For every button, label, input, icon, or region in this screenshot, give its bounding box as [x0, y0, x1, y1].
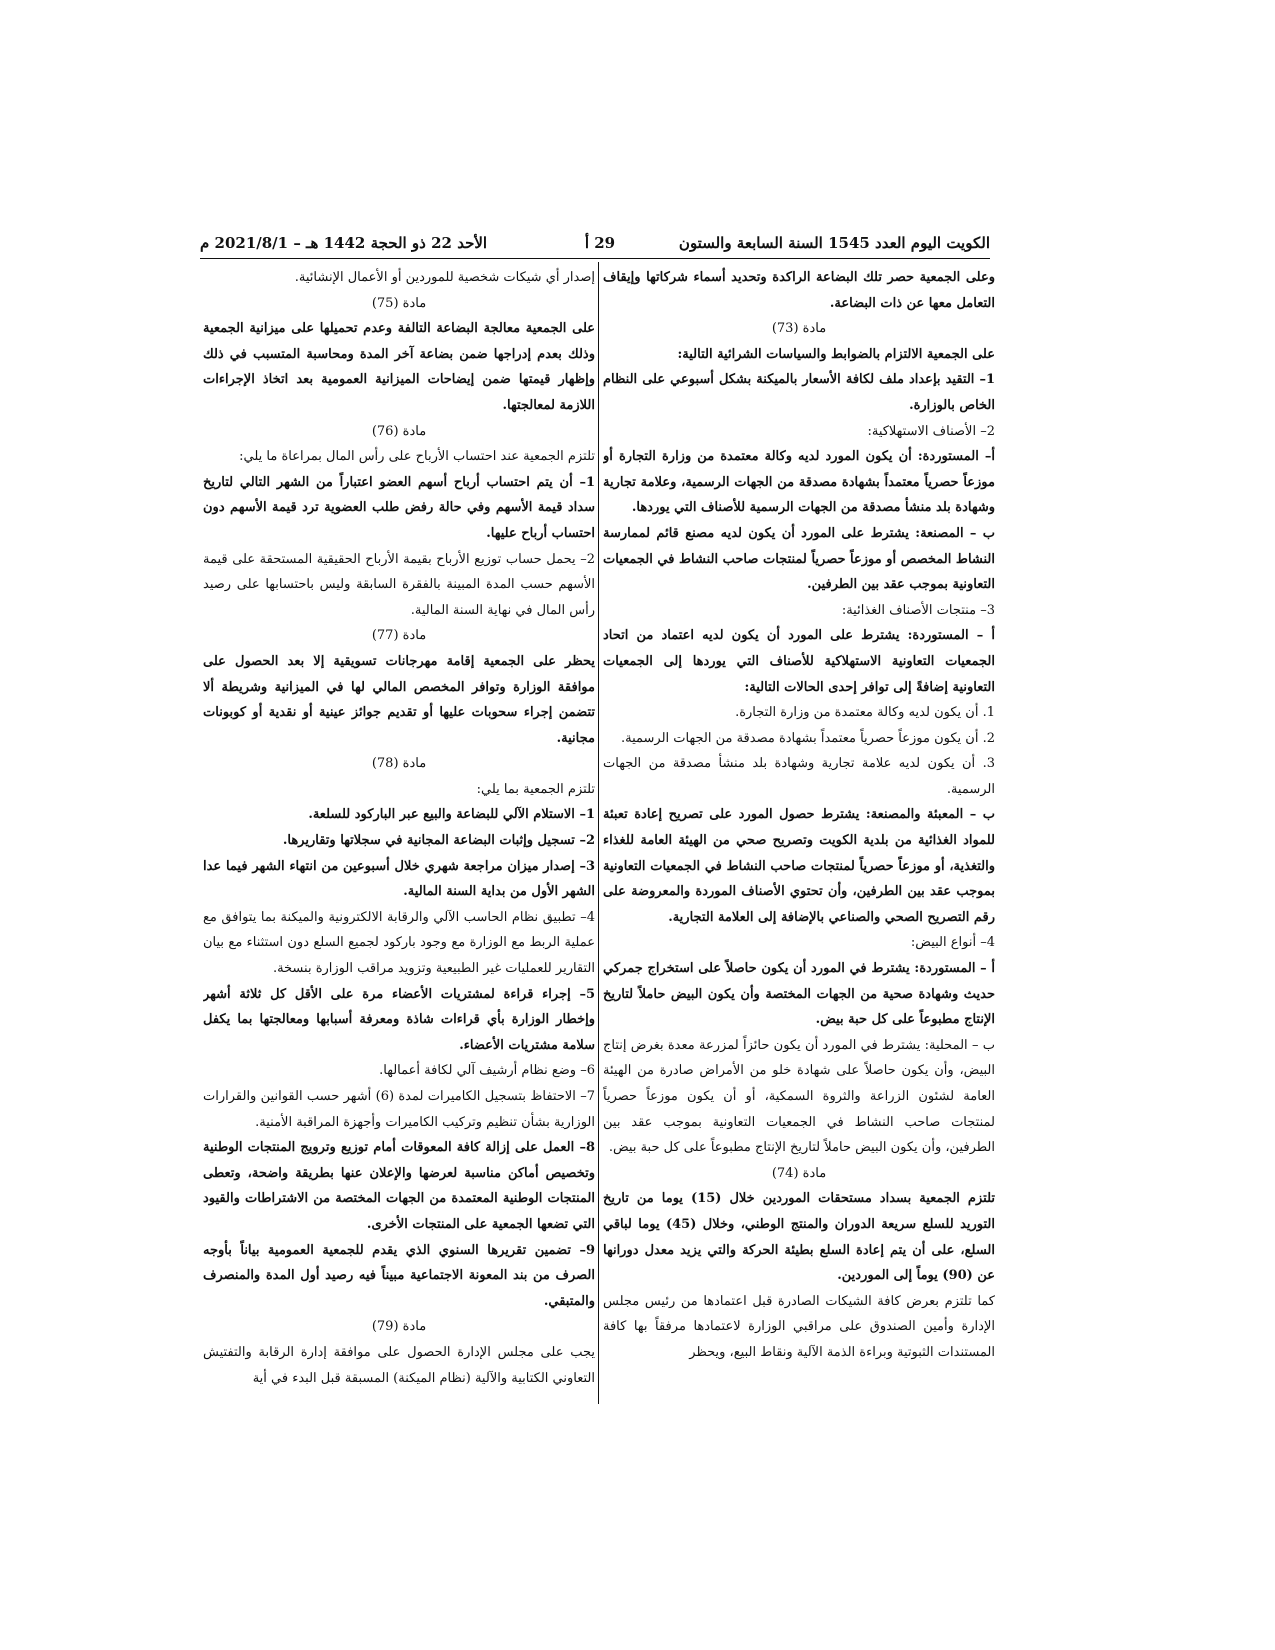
- left-column: [203, 265, 595, 1400]
- paragraph: 1– الاستلام الآلي للبضاعة والبيع عبر الباركود للسلعة.: [308, 807, 595, 823]
- paragraph: 1. أن يكون لديه وكالة معتمدة من وزارة التجارة.: [735, 705, 995, 721]
- paragraph: 8– العمل على إزالة كافة المعوقات أمام توزيع وترويج المنتجات الوطنية وتخصيص أماكن مناسبة لعرضها والإعلان عنها بطريقة واضحة، وتعطى المنتجات الوطنية المعتمدة من الجهات المختصة من الاشتراطات والقيود التي تضعها الجمعية على المنتجات الأخرى.: [203, 1140, 595, 1232]
- article-heading: مادة (74): [771, 1165, 827, 1181]
- paragraph: 3– إصدار ميزان مراجعة شهري خلال أسبوعين من انتهاء الشهر فيما عدا الشهر الأول من بداية السنة المالية.: [203, 858, 595, 900]
- header-rule: [200, 258, 990, 259]
- paragraph: 1– التقيد بإعداد ملف لكافة الأسعار بالميكنة بشكل أسبوعي على النظام الخاص بالوزارة.: [603, 372, 995, 413]
- paragraph: يحظر على الجمعية إقامة مهرجانات تسويقية إلا بعد الحصول على موافقة الوزارة وتوافر المخصص المالي لها في الميزانية وشريطة ألا تتضمن إجراء سحوبات عليها أو تقديم جوائز عينية أو نقدية أو كوبونات مجانية.: [203, 653, 595, 746]
- paragraph: ب – المصنعة: يشترط على المورد أن يكون لديه مصنع قائم لممارسة النشاط المخصص أو موزعاً حصرياً لمنتجات صاحب النشاط في الجمعيات التعاونية بموجب عقد بين الطرفين.: [603, 525, 995, 593]
- header-page-number: 29 أ: [584, 234, 616, 252]
- paragraph: 7– الاحتفاظ بتسجيل الكاميرات لمدة (6) أشهر حسب القوانين والقرارات الوزارية بشأن تنظيم وتركيب الكاميرات وأجهزة المراقبة الأمنية.: [203, 1089, 595, 1130]
- paragraph: أ – المستوردة: يشترط في المورد أن يكون حاصلاً على استخراج جمركي حديث وشهادة صحية من الجهات المختصة وأن يكون البيض حاملاً لتاريخ الإنتاج مطبوعاً على كل حبة بيض.: [603, 961, 995, 1028]
- paragraph: 4– أنواع البيض:: [910, 935, 995, 951]
- paragraph: تلتزم الجمعية بما يلي:: [476, 781, 595, 797]
- article-heading: مادة (77): [371, 628, 427, 644]
- paragraph: ب – المحلية: يشترط في المورد أن يكون حائزاً لمزرعة معدة بغرض إنتاج البيض، وأن يكون حاصلاً على شهادة خلو من الأمراض صادرة من الهيئة العامة لشئون الزراعة والثروة السمكية، أو أن يكون موزعاً حصرياً لمنتجات صاحب النشاط في الجمعيات التعاونية بموجب عقد بين الطرفين، وأن يكون البيض حاملاً لتاريخ الإنتاج مطبوعاً على كل حبة بيض.: [603, 1037, 995, 1156]
- paragraph: 3. أن يكون لديه علامة تجارية وشهادة بلد منشأ مصدقة من الجهات الرسمية.: [603, 756, 995, 797]
- paragraph: أ– المستوردة: أن يكون المورد لديه وكالة معتمدة من وزارة التجارة أو موزعاً حصرياً معتمداً بشهادة مصدقة من الجهات الرسمية، وعلامة تجارية وشهادة بلد منشأ مصدقة من الجهات الرسمية للأصناف التي يوردها.: [603, 449, 995, 516]
- article-heading: مادة (73): [771, 321, 827, 337]
- article-heading: مادة (79): [371, 1319, 427, 1335]
- article-heading: مادة (76): [371, 423, 427, 439]
- paragraph: 2– تسجيل وإثبات البضاعة المجانية في سجلاتها وتقاريرها.: [282, 833, 595, 849]
- paragraph: 4– تطبيق نظام الحاسب الآلي والرقابة الالكترونية والميكنة بما يتوافق مع عملية الربط مع الوزارة مع وجود باركود لجميع السلع دون استثناء مع بيان التقارير للعمليات غير الطبيعية وتزويد مراقب الوزارة بنسخة.: [203, 909, 595, 977]
- right-column: [603, 265, 995, 1400]
- paragraph: ب – المعبئة والمصنعة: يشترط حصول المورد على تصريح إعادة تعبئة للمواد الغذائية من بلدية الكويت وتصريح صحي من الهيئة العامة للغذاء والتغذية، أو موزعاً حصرياً لمنتجات صاحب النشاط في الجمعيات التعاونية بموجب عقد بين الطرفين، وأن تحتوي الأصناف الموردة والمعروضة على رقم التصريح الصحي والصناعي بالإضافة إلى العلامة التجارية.: [603, 807, 995, 925]
- column-divider: [598, 262, 599, 1404]
- header-publication: الكويت اليوم العدد 1545 السنة السابعة والستون: [678, 234, 990, 252]
- paragraph: تلتزم الجمعية عند احتساب الأرباح على رأس المال بمراعاة ما يلي:: [239, 449, 595, 465]
- article-heading: مادة (75): [371, 295, 427, 311]
- paragraph: 2– يحمل حساب توزيع الأرباح بقيمة الأرباح الحقيقية المستحقة على قيمة الأسهم حسب المدة المبينة بالفقرة السابقة وليس باحتسابها على رصيد رأس المال في نهاية السنة المالية.: [203, 551, 595, 618]
- paragraph: إصدار أي شيكات شخصية للموردين أو الأعمال الإنشائية.: [294, 270, 595, 285]
- article-heading: مادة (78): [371, 756, 427, 772]
- header-date: الأحد 22 ذو الحجة 1442 هـ – 2021/8/1 م: [200, 234, 488, 252]
- paragraph: 6– وضع نظام أرشيف آلي لكافة أعمالها.: [379, 1063, 595, 1079]
- paragraph: 5– إجراء قراءة لمشتريات الأعضاء مرة على الأقل كل ثلاثة أشهر وإخطار الوزارة بأي قراءات شاذة ومعرفة أسبابها ومعالجتها بما يكفل سلامة مشتريات الأعضاء.: [203, 986, 595, 1053]
- paragraph: 3– منتجات الأصناف الغذائية:: [841, 602, 995, 618]
- paragraph: وعلى الجمعية حصر تلك البضاعة الراكدة وتحديد أسماء شركاتها وإيقاف التعامل معها عن ذات البضاعة.: [603, 270, 995, 311]
- paragraph: 1– أن يتم احتساب أرباح أسهم العضو اعتباراً من الشهر التالي لتاريخ سداد قيمة الأسهم وفي حالة رفض طلب العضوية ترد قيمة الأسهم دون احتساب أرباح عليها.: [203, 474, 595, 541]
- paragraph: على الجمعية الالتزام بالضوابط والسياسات الشرائية التالية:: [677, 346, 995, 362]
- paragraph: 9– تضمين تقريرها السنوي الذي يقدم للجمعية العمومية بياناً بأوجه الصرف من بند المعونة الاجتماعية مبيناً فيه رصيد أول المدة والمنصرف والمتبقي.: [203, 1242, 595, 1309]
- paragraph: يجب على مجلس الإدارة الحصول على موافقة إدارة الرقابة والتفتيش التعاوني الكتابية والآلية (نظام الميكنة) المسبقة قبل البدء في أية: [203, 1344, 595, 1386]
- paragraph: أ – المستوردة: يشترط على المورد أن يكون لديه اعتماد من اتحاد الجمعيات التعاونية الاستهلاكية للأصناف التي يوردها إلى الجمعيات التعاونية إضافةً إلى توافر إحدى الحالات التالية:: [603, 628, 995, 695]
- paragraph: كما تلتزم بعرض كافة الشيكات الصادرة قبل اعتمادها من رئيس مجلس الإدارة وأمين الصندوق على مراقبي الوزارة لاعتمادها مرفقاً بها كافة المستندات الثبوتية وبراءة الذمة الآلية ونقاط البيع، ويحظر: [603, 1293, 995, 1360]
- paragraph: تلتزم الجمعية بسداد مستحقات الموردين خلال (15) يوما من تاريخ التوريد للسلع سريعة الدوران والمنتج الوطني، وخلال (45) يوما لباقي السلع، على أن يتم إعادة السلع بطيئة الحركة والتي يزيد معدل دورانها عن (90) يوماً إلى الموردين.: [603, 1191, 995, 1284]
- paragraph: 2– الأصناف الاستهلاكية:: [867, 423, 995, 439]
- paragraph: على الجمعية معالجة البضاعة التالفة وعدم تحميلها على ميزانية الجمعية وذلك بعدم إدراجها ضمن بضاعة آخر المدة ومحاسبة المتسبب في ذلك وإظهار قيمتها ضمن إيضاحات الميزانية العمومية بعد اتخاذ الإجراءات اللازمة لمعالجتها.: [203, 321, 595, 413]
- paragraph: 2. أن يكون موزعاً حصرياً معتمداً بشهادة مصدقة من الجهات الرسمية.: [620, 730, 995, 746]
